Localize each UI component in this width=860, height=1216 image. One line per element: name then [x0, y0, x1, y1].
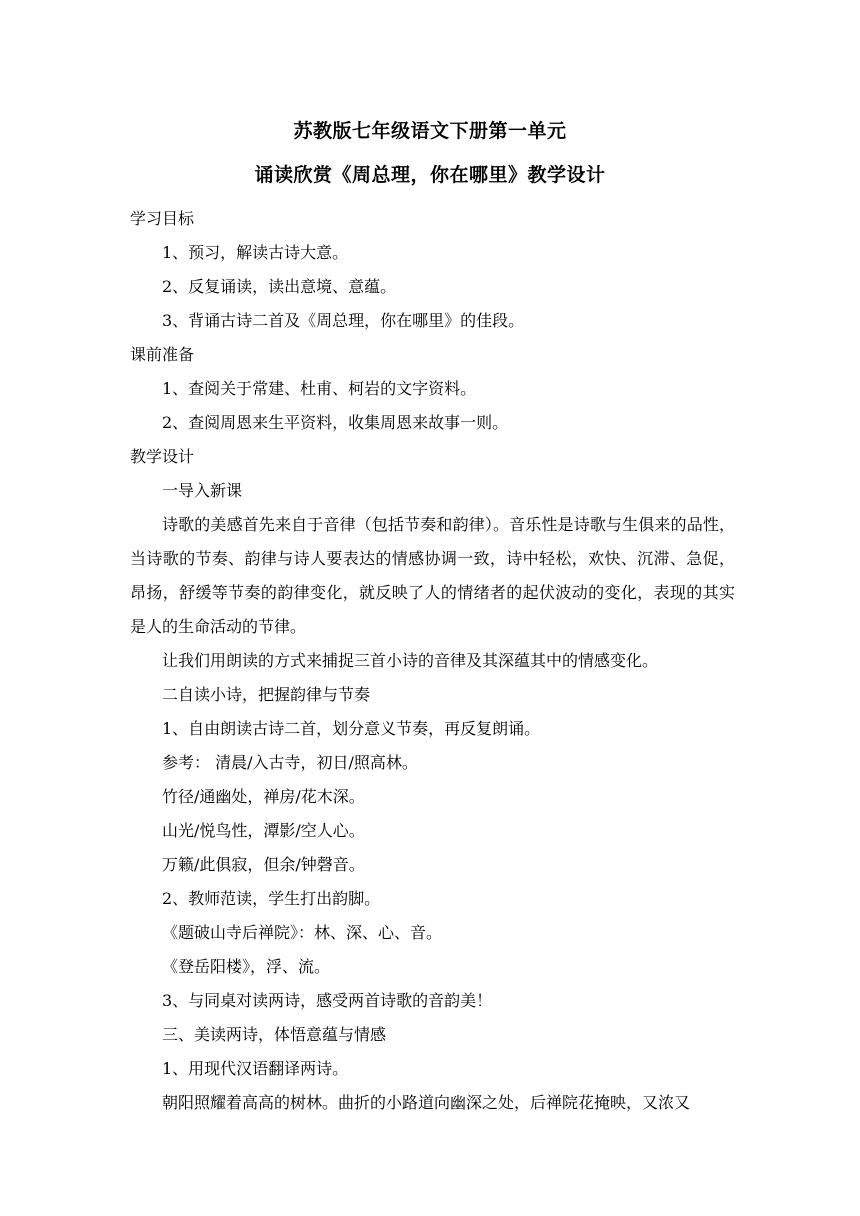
- part2-line: 山光/悦鸟性，潭影/空人心。: [162, 821, 365, 840]
- intro-line: 让我们用朗读的方式来捕捉三首小诗的音律及其深蕴其中的情感变化。: [162, 651, 659, 670]
- part2-line: 3、与同桌对读两诗，感受两首诗歌的音韵美！: [162, 991, 493, 1010]
- part2-line: 《登岳阳楼》，浮、流。: [162, 957, 331, 976]
- document-subtitle: 诵读欣赏《周总理，你在哪里》教学设计: [254, 164, 606, 186]
- intro-paragraph: 诗歌的美感首先来自于音律（包括节奏和韵律）。音乐性是诗歌与生俱来的品性，当诗歌的节奏、韵律与诗人要表达的情感协调一致，诗中轻松，欢快、沉滞、急促，昂扬，舒缓等节奏的韵律变化，就反映了人的情绪者的起伏波动的变化，表现的其实是人的生命活动的节律。: [130, 515, 735, 636]
- part2-line: 1、自由朗读古诗二首，划分意义节奏，再反复朗诵。: [162, 719, 541, 738]
- part2-line: 万籁/此俱寂，但余/钟磬音。: [162, 855, 365, 874]
- part2-line: 参考： 清晨/入古寺，初日/照高林。: [162, 753, 418, 772]
- prep-item: 1、查阅关于常建、杜甫、柯岩的文字资料。: [162, 379, 477, 398]
- part2-line: 《题破山寺后禅院》：林、深、心、音。: [162, 923, 443, 942]
- document-body: [130, 202, 735, 1120]
- part2-line: 竹径/通幽处，禅房/花木深。: [162, 787, 365, 806]
- section-heading-design: 教学设计: [130, 447, 195, 466]
- subsection-heading-part2: 二自读小诗，把握韵律与节奏: [162, 685, 371, 704]
- prep-item: 2、查阅周恩来生平资料，收集周恩来故事一则。: [162, 413, 509, 432]
- subsection-heading-part3: 三、美读两诗，体悟意蕴与情感: [162, 1025, 387, 1044]
- goal-item: 2、反复诵读，读出意境、意蕴。: [162, 277, 397, 296]
- goal-item: 1、预习，解读古诗大意。: [162, 243, 349, 262]
- part3-line: 1、用现代汉语翻译两诗。: [162, 1059, 349, 1078]
- subsection-heading-intro: 一导入新课: [162, 481, 243, 500]
- document-title: 苏教版七年级语文下册第一单元: [293, 120, 567, 142]
- part2-line: 2、教师范读，学生打出韵脚。: [162, 889, 381, 908]
- part3-line: 朝阳照耀着高高的树林。曲折的小路道向幽深之处，后禅院花掩映，又浓又: [162, 1093, 691, 1112]
- section-heading-goals: 学习目标: [130, 209, 195, 228]
- section-heading-prep: 课前准备: [130, 345, 195, 364]
- goal-item: 3、背诵古诗二首及《周总理，你在哪里》的佳段。: [162, 311, 525, 330]
